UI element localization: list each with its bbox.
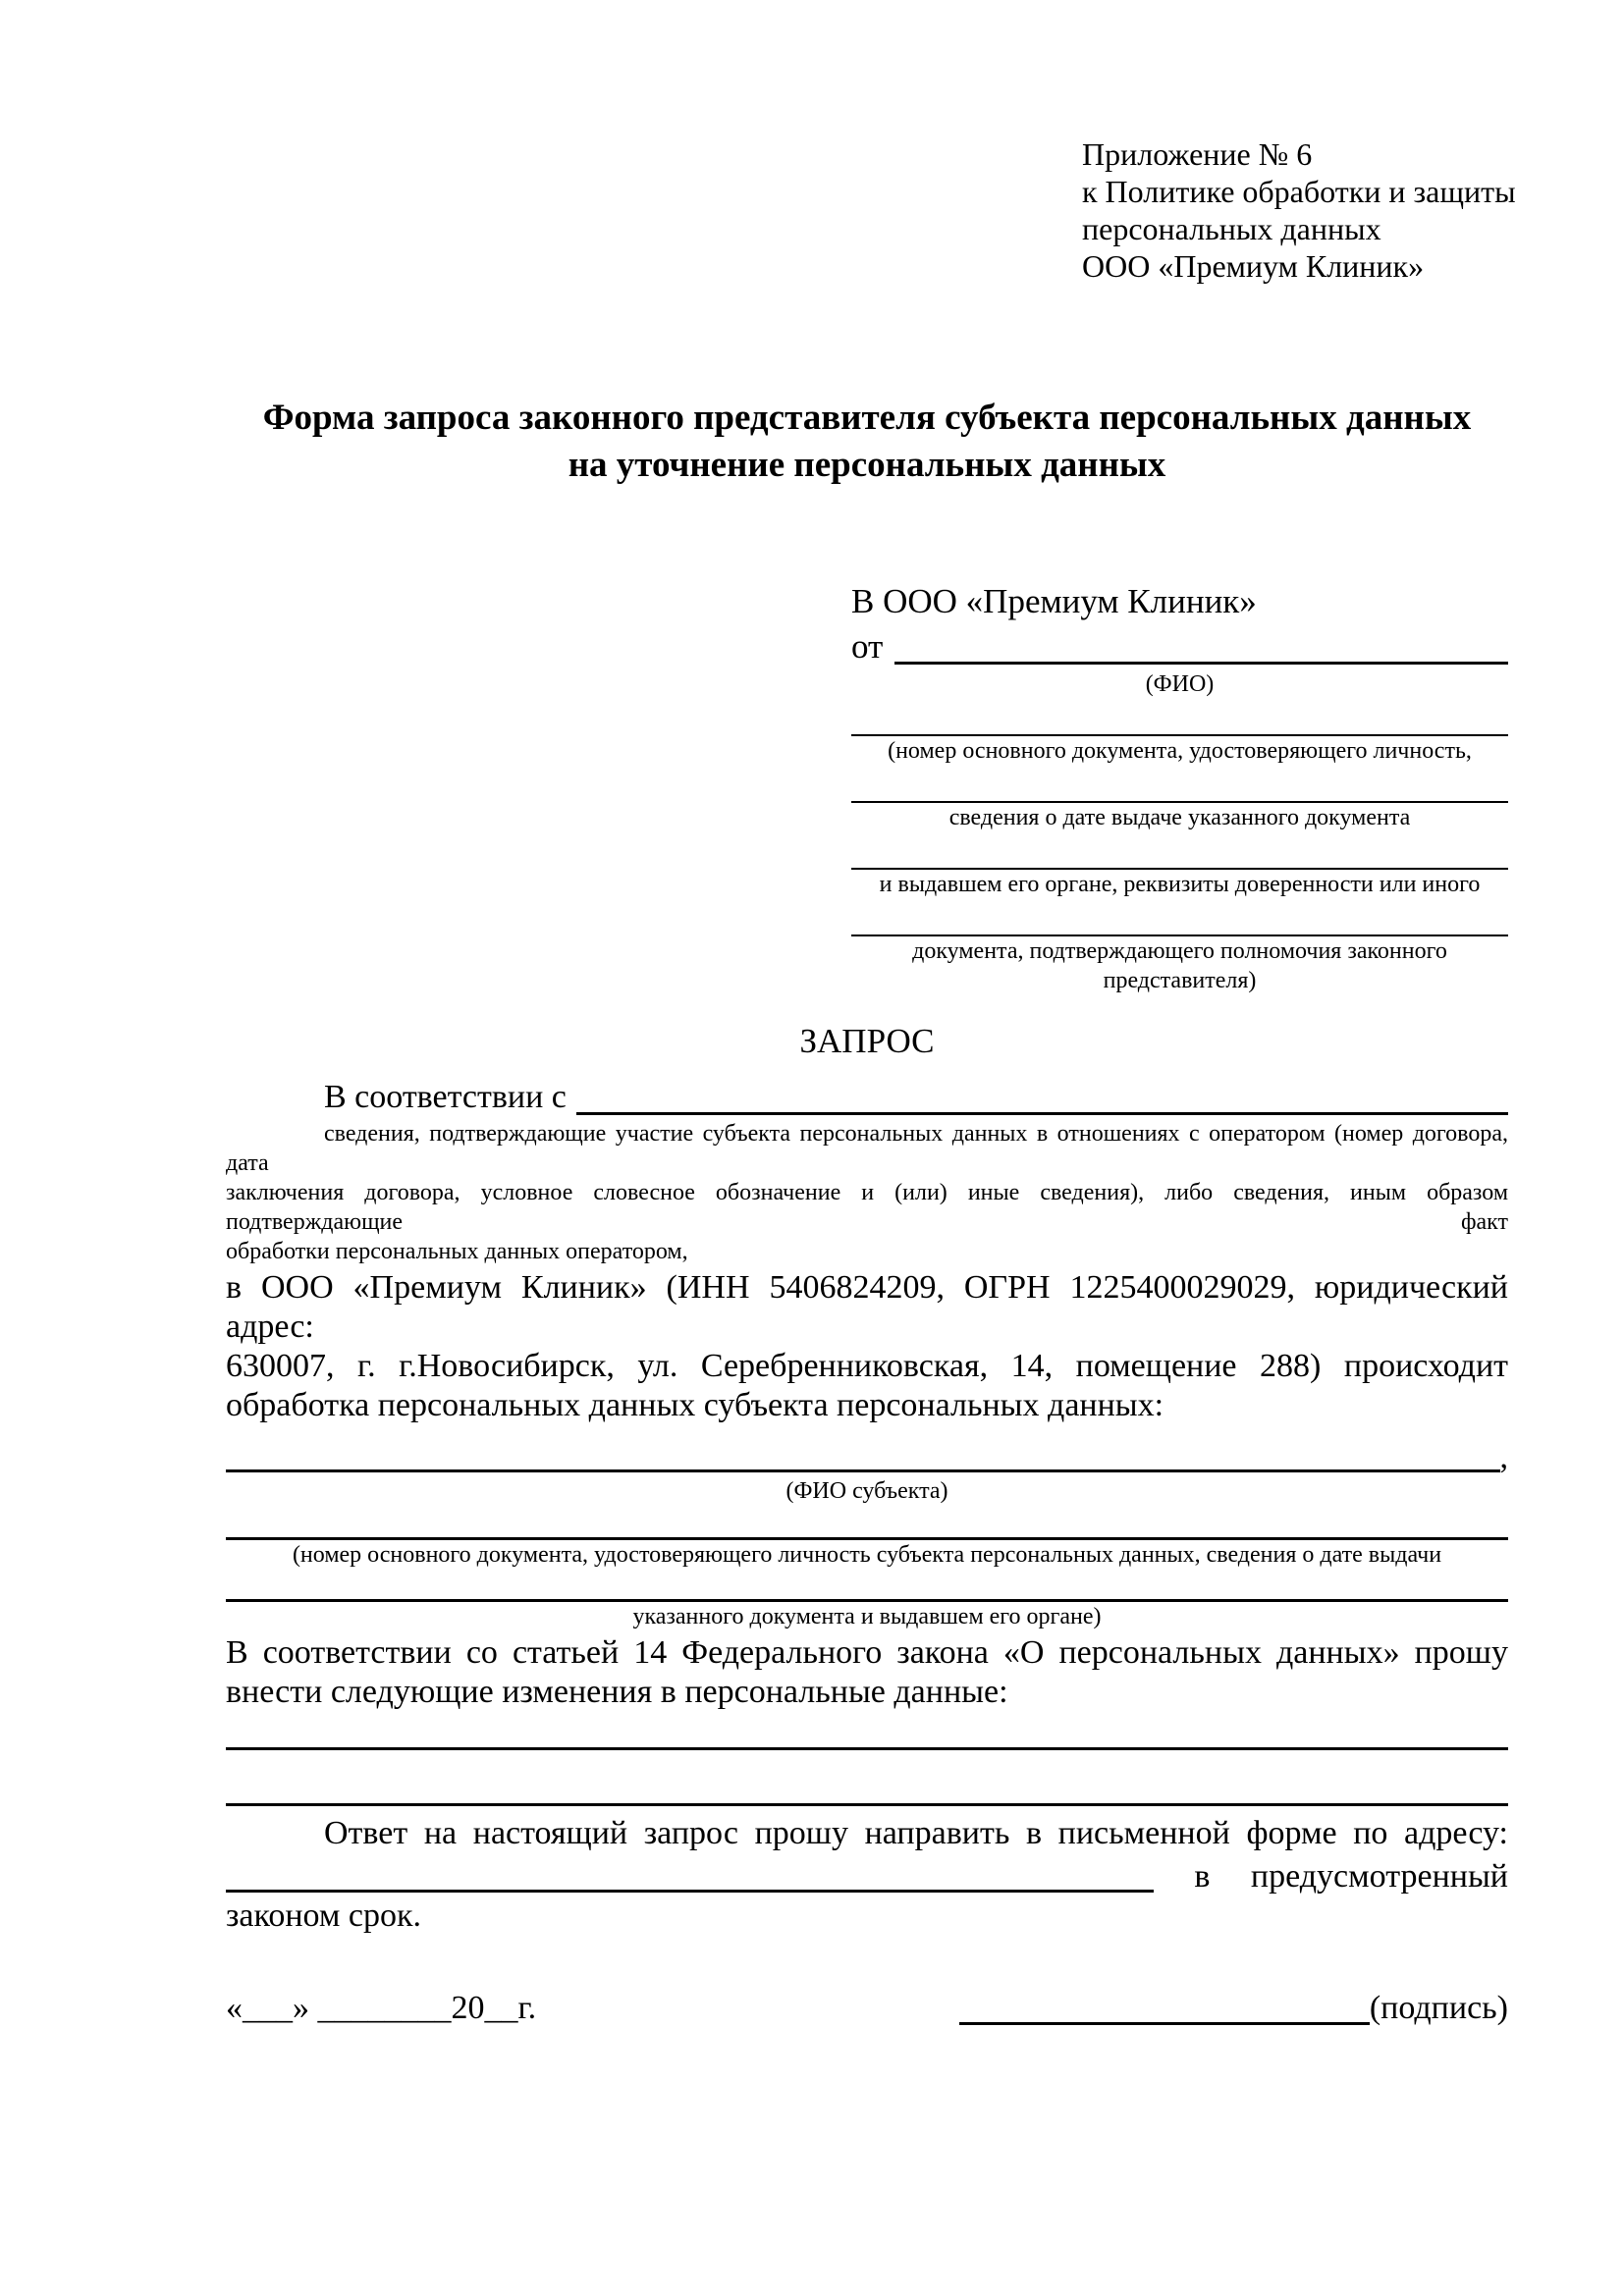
- appendix-line: ООО «Премиум Клиник»: [1082, 248, 1425, 284]
- subject-document-blank-line: [226, 1570, 1508, 1602]
- trailing-comma: ,: [1499, 1439, 1508, 1475]
- basis-caption-line: заключения договора, условное словесное обозначение и (или) иные сведения), либо сведения, иным образом подтверждающие факт: [226, 1180, 1508, 1235]
- subject-document-blank-line: [226, 1506, 1508, 1540]
- appendix-line: к Политике обработки и защиты: [1082, 174, 1516, 209]
- subject-document-caption: (номер основного документа, удостоверяющего личность субъекта персональных данных, сведения о дате выдачи: [292, 1542, 1442, 1568]
- blank-field-row: [851, 834, 1508, 899]
- changes-blank-line: [226, 1750, 1508, 1806]
- blank-line: [851, 768, 1508, 803]
- blank-field-row: [851, 768, 1508, 832]
- page-title-line: на уточнение персональных данных: [568, 445, 1166, 485]
- operator-paragraph-line: 630007, г. г.Новосибирск, ул. Серебренниковская, 14, помещение 288) происходит: [226, 1348, 1508, 1384]
- changes-blank-line: [226, 1712, 1508, 1750]
- appendix-block: [1082, 135, 1516, 285]
- answer-word: в: [1194, 1858, 1211, 1895]
- addressee-block: [851, 579, 1508, 995]
- blank-field-caption: документа, подтверждающего полномочия законного представителя): [912, 938, 1447, 993]
- date-signature-row: [226, 1987, 1508, 2030]
- accordance-blank-line: [576, 1076, 1508, 1115]
- fio-caption: (ФИО): [1145, 671, 1215, 697]
- answer-paragraph-line: законом срок.: [226, 1897, 421, 1934]
- subject-fio-caption: (ФИО субъекта): [785, 1478, 948, 1504]
- appendix-line: Приложение № 6: [1082, 136, 1313, 172]
- appendix-line: персональных данных: [1082, 211, 1381, 246]
- accordance-field-row: [226, 1076, 1508, 1119]
- basis-caption: [226, 1119, 1508, 1266]
- signature-caption: (подпись): [1369, 1990, 1508, 2026]
- blank-field-row: [851, 701, 1508, 766]
- basis-caption-line: сведения, подтверждающие участие субъекта персональных данных в отношениях с оператором (номер договора, дата: [226, 1121, 1508, 1176]
- answer-word: предусмотренный: [1250, 1858, 1508, 1895]
- request-heading: ЗАПРОС: [799, 1022, 935, 1060]
- subject-fio-blank-line: [226, 1439, 1500, 1472]
- accordance-label: В соответствии с: [324, 1079, 567, 1115]
- subject-fio-field-row: [226, 1439, 1508, 1476]
- page-title: [226, 395, 1508, 489]
- blank-field-caption: (номер основного документа, удостоверяющего личность,: [888, 738, 1472, 764]
- blank-line: [851, 834, 1508, 870]
- blank-field-row: [851, 901, 1508, 995]
- article-paragraph-line: внести следующие изменения в персональные данные:: [226, 1674, 1008, 1710]
- subject-document-caption: указанного документа и выдавшем его органе): [632, 1604, 1102, 1629]
- from-blank-line: [894, 624, 1508, 665]
- blank-field-caption: сведения о дате выдаче указанного документа: [948, 805, 1411, 830]
- from-field-row: [851, 624, 1508, 669]
- from-label: от: [851, 627, 884, 666]
- answer-paragraph: [226, 1814, 1508, 1936]
- document-content: [226, 135, 1516, 2030]
- article-paragraph: [226, 1633, 1508, 1712]
- signature-blank-line: [959, 1987, 1370, 2025]
- basis-caption-line: обработки персональных данных оператором,: [226, 1239, 688, 1264]
- operator-paragraph-line: в ООО «Премиум Клиник» (ИНН 5406824209, ОГРН 1225400029029, юридический адрес:: [226, 1269, 1508, 1345]
- address-blank-line: [226, 1890, 1154, 1893]
- operator-paragraph: [226, 1268, 1508, 1425]
- article-paragraph-line: В соответствии со статьей 14 Федерального закона «О персональных данных» прошу: [226, 1634, 1508, 1671]
- signature-field: [959, 1987, 1508, 2030]
- blank-line: [851, 901, 1508, 936]
- address-field-row: [226, 1853, 1508, 1896]
- operator-paragraph-line: обработка персональных данных субъекта персональных данных:: [226, 1387, 1164, 1423]
- blank-field-caption: и выдавшем его органе, реквизиты доверенности или иного: [879, 872, 1481, 897]
- answer-paragraph-line: Ответ на настоящий запрос прошу направить в письменной форме по адресу:: [324, 1815, 1508, 1851]
- date-field: «___» ________20__г.: [226, 1990, 537, 2026]
- page-title-line: Форма запроса законного представителя субъекта персональных данных: [262, 398, 1472, 438]
- addressee-organization: В ООО «Премиум Клиник»: [851, 582, 1257, 620]
- blank-line: [851, 701, 1508, 736]
